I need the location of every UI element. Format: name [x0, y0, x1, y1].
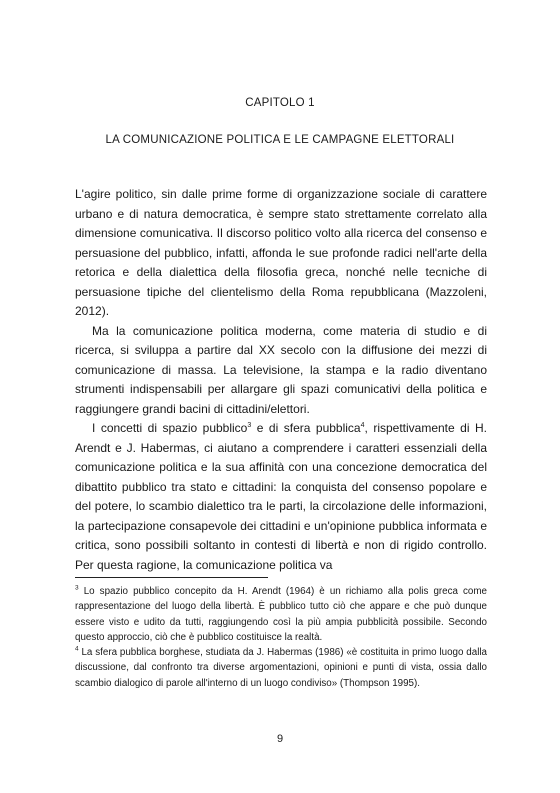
footnote-3 [75, 584, 487, 645]
chapter-title: LA COMUNICAZIONE POLITICA E LE CAMPAGNE ELETTORALI [105, 134, 455, 146]
footnote-separator [75, 577, 268, 578]
footnotes [75, 584, 487, 691]
footnote-4-text: La sfera pubblica borghese, studiata da J. Habermas (1986) «è costituita in primo luogo dalla discussione, dal confronto tra diverse argomentazioni, opinioni e punti di vista, ossia dallo scambio dialogico di parole all'interno di un luogo condiviso» (Thompson 1995). [75, 647, 487, 689]
paragraph-3-part-b: e di sfera pubblica [251, 421, 361, 435]
paragraph-3-part-a: I concetti di spazio pubblico [92, 421, 248, 435]
paragraph-3-part-c: , rispettivamente di H. Arendt e J. Habermas, ci aiutano a comprendere i caratteri essenziali della comunicazione politica e la sua affinità con una concezione democratica del dibattito pubblico tra stato e cittadini: la conquista del consenso popolare e del potere, lo scambio dialettico tra le parti, la circolazione delle informazioni, la partecipazione consapevole dei cittadini e un'opinione pubblica informata e critica, sono possibili soltanto in contesti di libertà e non di rigido controllo. Per questa ragione, la comunicazione politica va [75, 421, 487, 572]
footnote-3-text: Lo spazio pubblico concepito da H. Arendt (1964) è un richiamo alla polis greca come rappresentazione del luogo della libertà. È pubblico tutto ciò che appare e che può dunque essere visto e udito da tutti, raggiungendo così la più ampia pubblicità possibile. Secondo questo approccio, ciò che è pubblico costituisce la realtà. [75, 586, 487, 643]
body-text [75, 185, 487, 575]
footnote-number-4: 4 [75, 645, 79, 653]
paragraph-3 [75, 419, 487, 575]
footnote-number-3: 3 [75, 584, 79, 592]
page-number: 9 [276, 733, 284, 745]
footnote-ref-4[interactable]: 4 [360, 422, 365, 429]
paragraph-2: Ma la comunicazione politica moderna, come materia di studio e di ricerca, si sviluppa a partire dal XX secolo con la diffusione dei mezzi di comunicazione di massa. La televisione, la stampa e la radio diventano strumenti indispensabili per allargare gli spazi comunicativi della politica e raggiungere grandi bacini di cittadini/elettori. [75, 323, 487, 416]
chapter-number: CAPITOLO 1 [245, 97, 315, 109]
paragraph-1: L'agire politico, sin dalle prime forme di organizzazione sociale di carattere urbano e di natura democratica, è sempre stato strettamente correlato alla dimensione comunicativa. Il discorso politico volto alla ricerca del consenso e persuasione del pubblico, infatti, affonda le sue profonde radici nell'arte della retorica e della dialettica della filosofia greca, nonché nelle tecniche di persuasione tipiche del clientelismo della Roma repubblicana (Mazzoleni, 2012). [75, 187, 487, 318]
footnote-4 [75, 645, 487, 691]
footnote-ref-3[interactable]: 3 [247, 422, 252, 429]
